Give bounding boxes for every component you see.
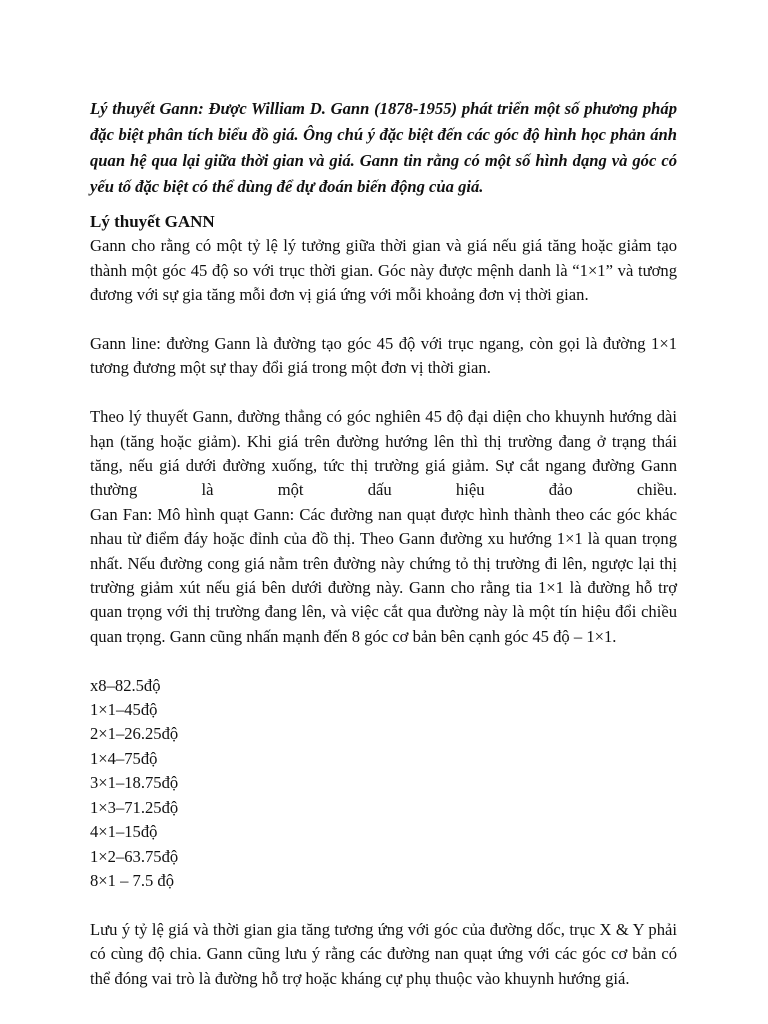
angle-item: x8–82.5độ [90, 675, 161, 695]
angle-item: 3×1–18.75độ [90, 773, 179, 793]
paragraph-note: Lưu ý tỷ lệ giá và thời gian gia tăng tương ứng với góc của đường dốc, trục X & Y phải có cùng độ chia. Gann cũng lưu ý rằng các đường nan quạt ứng với các góc cơ bản có thể đóng vai trò là đường hỗ trợ hoặc kháng cự phụ thuộc vào khuynh hướng giá. [90, 919, 677, 988]
angle-item: 4×1–15độ [90, 822, 158, 842]
paragraph-gap [90, 381, 677, 405]
angle-item: 1×2–63.75độ [90, 846, 179, 866]
paragraph-gap [90, 308, 677, 332]
paragraph-ratio: Gann cho rằng có một tỷ lệ lý tưởng giữa thời gian và giá nếu giá tăng hoặc giảm tạo thành một góc 45 độ so với trục thời gian. Góc này được mệnh danh là “1×1” và tương đương với sự gia tăng mỗi đơn vị giá ứng với mỗi khoảng đơn vị thời gian. [90, 236, 677, 305]
angle-item: 1×1–45độ [90, 700, 158, 720]
paragraph-trend: Theo lý thuyết Gann, đường thẳng có góc nghiên 45 độ đại diện cho khuynh hướng dài hạn (tăng hoặc giảm). Khi giá trên đường hướng lên thì thị trường đang ở trạng thái tăng, nếu giá dưới đường xuống, tức thị trường giá giảm. Sự cắt ngang đường Gann thường là một dấu hiệu đảo chiều. [90, 407, 677, 500]
paragraph-gap [90, 649, 677, 673]
paragraph-gann-fan: Gan Fan: Mô hình quạt Gann: Các đường nan quạt được hình thành theo các góc khác nhau từ điểm đáy hoặc đỉnh của đồ thị. Theo Gann đường xu hướng 1×1 là quan trọng nhất. Nếu đường cong giá nằm trên đường này chứng tỏ thị trường đi lên, ngược lại thị trường giảm xút nếu giá bên dưới đường này. Gann cho rằng tia 1×1 là đường hỗ trợ quan trọng với thị trường đang lên, và việc cắt qua đường này là một tín hiệu đổi chiều quan trọng. Gann cũng nhấn mạnh đến 8 góc cơ bản bên cạnh góc 45 độ – 1×1. [90, 504, 677, 646]
section-heading: Lý thuyết GANN [90, 212, 215, 231]
angle-item: 1×3–71.25độ [90, 797, 179, 817]
angle-item: 8×1 – 7.5 độ [90, 870, 175, 890]
angle-list [90, 674, 677, 894]
intro-paragraph: Lý thuyết Gann: Được William D. Gann (1878-1955) phát triển một số phương pháp đặc biệt phân tích biểu đồ giá. Ông chú ý đặc biệt đến các góc độ hình học phản ánh quan hệ qua lại giữa thời gian và giá. Gann tin rằng có một số hình dạng và góc có yếu tố đặc biệt có thể dùng để dự đoán biến động của giá. [90, 99, 677, 196]
angle-item: 2×1–26.25độ [90, 724, 179, 744]
document-page [90, 96, 677, 991]
paragraph-gann-line: Gann line: đường Gann là đường tạo góc 45 độ với trục ngang, còn gọi là đường 1×1 tương đương một sự thay đổi giá trong một đơn vị thời gian. [90, 334, 677, 378]
paragraph-gap [90, 893, 677, 917]
angle-item: 1×4–75độ [90, 748, 158, 768]
